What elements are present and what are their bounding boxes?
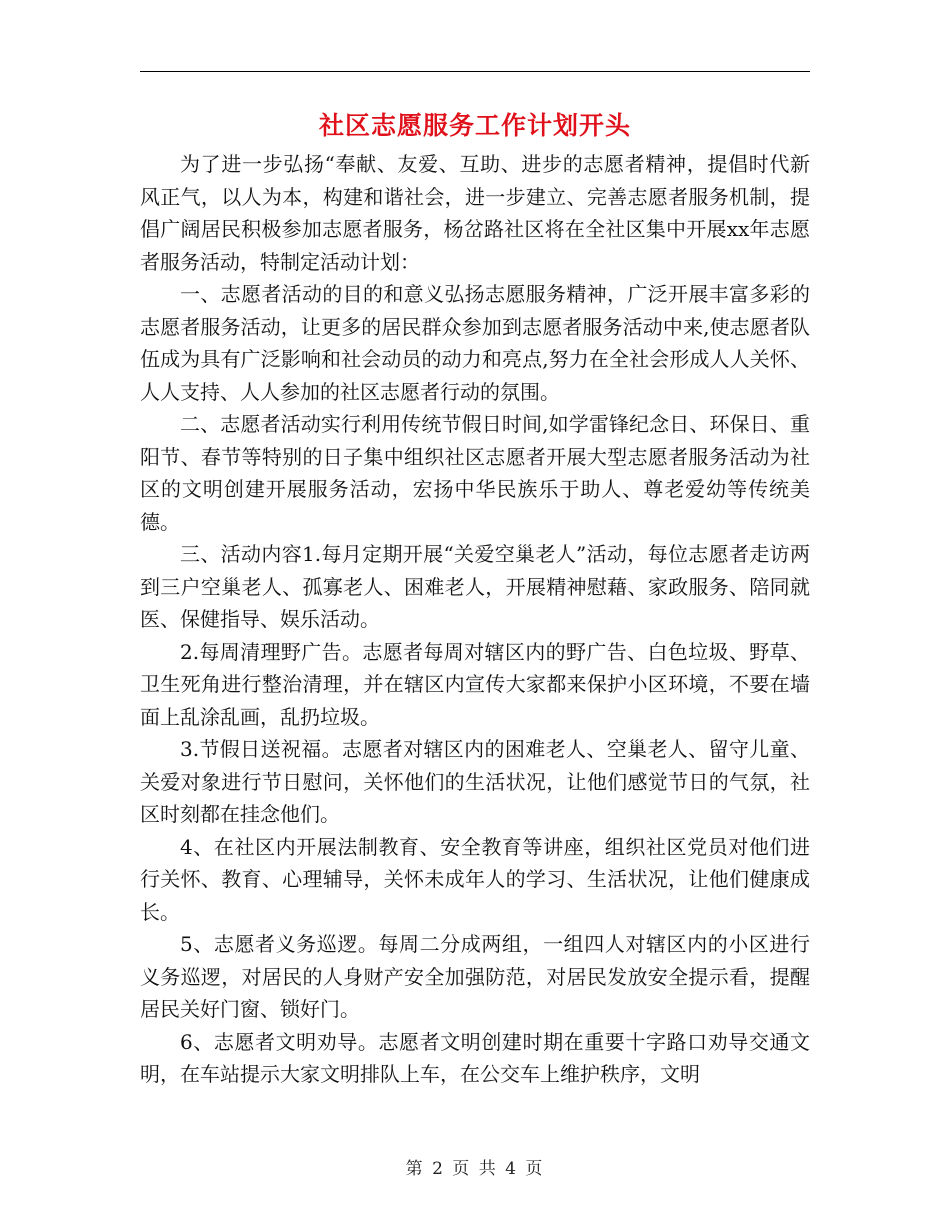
paragraph: 三、活动内容1.每月定期开展“关爱空巢老人”活动，每位志愿者走访两到三户空巢老人、孤寡老人、困难老人，开展精神慰藉、家政服务、陪同就医、保健指导、娱乐活动。	[140, 542, 810, 631]
paragraph: 二、志愿者活动实行利用传统节假日时间,如学雷锋纪念日、环保日、重阳节、春节等特别的日子集中组织社区志愿者开展大型志愿者服务活动为社区的文明创建开展服务活动，宏扬中华民族乐于助人、尊老爱幼等传统美德。	[140, 412, 810, 534]
paragraph: 3.节假日送祝福。志愿者对辖区内的困难老人、空巢老人、留守儿童、关爱对象进行节日慰问，关怀他们的生活状况，让他们感觉节日的气氛，社区时刻都在挂念他们。	[140, 737, 810, 826]
paragraph: 一、志愿者活动的目的和意义弘扬志愿服务精神，广泛开展丰富多彩的志愿者服务活动，让更多的居民群众参加到志愿者服务活动中来,使志愿者队伍成为具有广泛影响和社会动员的动力和亮点,努力在全社会形成人人关怀、人人支持、人人参加的社区志愿者行动的氛围。	[140, 282, 810, 404]
header-rule	[140, 71, 810, 72]
paragraph: 为了进一步弘扬“奉献、友爱、互助、进步的志愿者精神，提倡时代新风正气，以人为本，构建和谐社会，进一步建立、完善志愿者服务机制，提倡广阔居民积极参加志愿者服务，杨岔路社区将在全社区集中开展xx年志愿者服务活动，特制定活动计划：	[140, 152, 810, 274]
document-title: 社区志愿服务工作计划开头	[318, 111, 631, 140]
paragraph: 5、志愿者义务巡逻。每周二分成两组，一组四人对辖区内的小区进行义务巡逻，对居民的人身财产安全加强防范，对居民发放安全提示看，提醒居民关好门窗、锁好门。	[140, 932, 810, 1021]
paragraph: 6、志愿者文明劝导。志愿者文明创建时期在重要十字路口劝导交通文明，在车站提示大家文明排队上车，在公交车上维护秩序，文明	[140, 1029, 810, 1086]
paragraph: 4、在社区内开展法制教育、安全教育等讲座，组织社区党员对他们进行关怀、教育、心理辅导，关怀未成年人的学习、生活状况，让他们健康成长。	[140, 834, 810, 924]
page-footer: 第 2 页 共 4 页	[405, 1159, 545, 1179]
document-body	[140, 148, 810, 1091]
paragraph: 2.每周清理野广告。志愿者每周对辖区内的野广告、白色垃圾、野草、卫生死角进行整治清理，并在辖区内宣传大家都来保护小区环境，不要在墙面上乱涂乱画，乱扔垃圾。	[140, 639, 810, 729]
